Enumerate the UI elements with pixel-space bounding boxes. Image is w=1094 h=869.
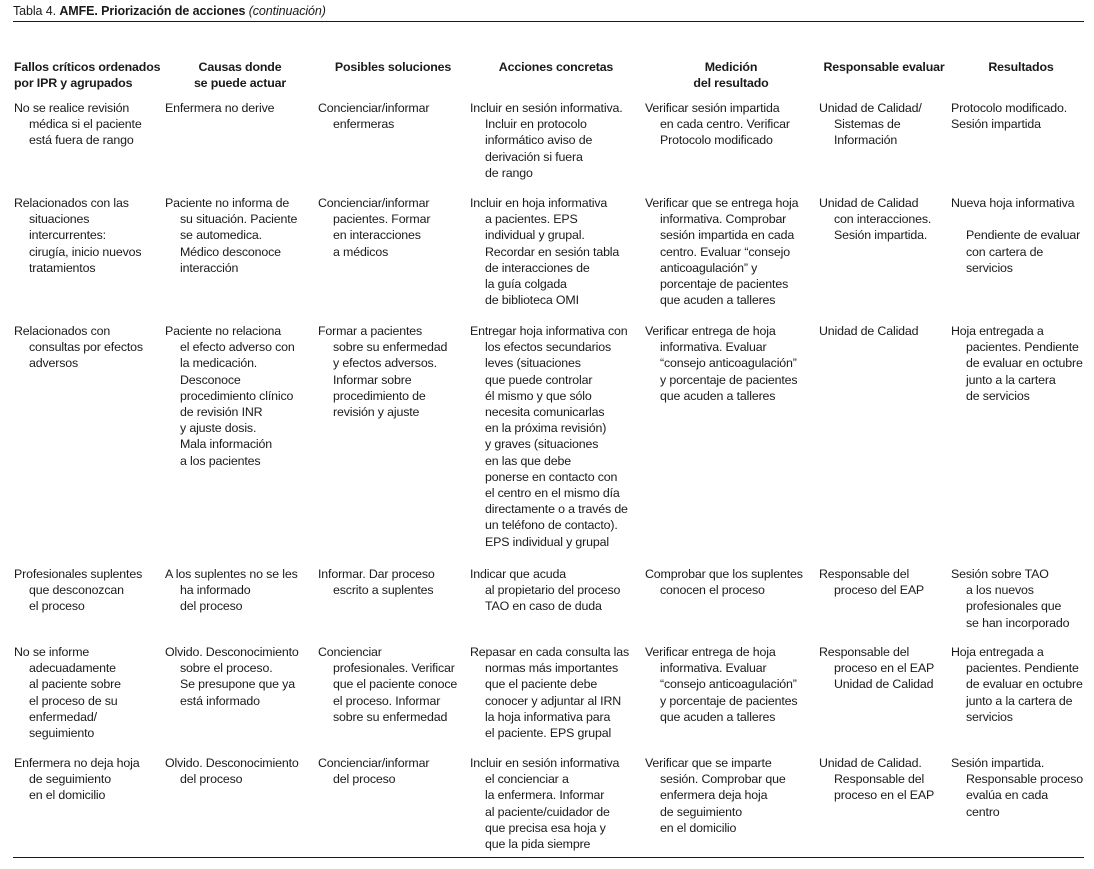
cell-line: conocen el proceso [660,583,765,598]
table-cell [318,100,468,132]
table-cell [165,755,315,787]
cell-line: y porcentaje de pacientes [660,693,798,708]
cell-line: directamente o a través de [485,502,628,517]
cell-line: Verificar sesión impartida [645,101,780,115]
cell-line: y graves (situaciones [485,437,599,452]
cell-line: el proceso. Informar [333,693,441,708]
cell-line: Verificar que se imparte [645,756,772,770]
cell-line: escrito a suplentes [333,583,434,598]
column-header [819,59,949,75]
cell-line: que desconozcan [29,583,124,598]
cell-line: enfermedad/ [29,709,97,724]
cell-line: en interacciones [333,228,421,243]
cell-line: médica si el paciente [29,117,142,132]
cell-line: el paciente. EPS grupal [485,726,612,741]
cell-line: No se informe [14,645,90,659]
cell-line: del proceso [180,599,243,614]
cell-line: de servicios [966,388,1030,403]
table-cell [14,195,164,276]
table-cell [819,195,949,244]
column-header [645,59,817,91]
cell-line: pacientes. Pendiente [966,661,1079,676]
cell-line: sobre su enfermedad [333,709,448,724]
cell-line: “consejo anticoagulación” [660,677,797,692]
cell-line: Unidad de Calidad. [819,756,922,770]
cell-line: Hoja entregada a [951,324,1044,338]
cell-line: el proceso [29,599,85,614]
cell-line: Incluir en hoja informativa [470,196,608,210]
cell-line: Responsable del [834,772,925,787]
table-cell [165,195,315,276]
cell-line: porcentaje de pacientes [660,277,789,292]
column-header-line: Responsable evaluar [823,60,945,74]
cell-line: Nueva hoja informativa [951,196,1075,210]
cell-line: seguimiento [29,726,95,741]
cell-line: consultas por efectos [29,340,143,355]
cell-line: al propietario del proceso [485,583,621,598]
table-cell [645,100,817,149]
cell-line: pacientes. Formar [333,212,431,227]
column-header [14,59,164,91]
cell-line: de biblioteca OMI [485,293,579,308]
cell-line: Unidad de Calidad/ [819,101,922,115]
cell-line: Repasar en cada consulta las [470,645,630,659]
cell-line: centro. Evaluar “consejo [660,244,791,259]
cell-line: ponerse en contacto con [485,469,618,484]
cell-line: anticoagulación” y [660,260,758,275]
table-cell [318,566,468,598]
cell-line: en el domicilio [660,820,737,835]
cell-line: necesita comunicarlas [485,405,605,420]
column-header-line: Fallos críticos ordenados [14,60,161,74]
cell-line: el proceso de su [29,693,118,708]
cell-line: EPS individual y grupal [485,534,609,549]
cell-line: procedimiento de [333,388,426,403]
table-cell [470,644,642,741]
cell-line: Desconoce [180,372,241,387]
column-header [318,59,468,75]
cell-line: Hoja entregada a [951,645,1044,659]
cell-line: Incluir en protocolo [485,117,587,132]
column-header-line: por IPR y agrupados [14,76,133,90]
cell-line: de evaluar en octubre [966,677,1083,692]
cell-line: individual y grupal. [485,228,585,243]
cell-line: normas más importantes [485,661,619,676]
top-rule [13,21,1084,22]
cell-line: Pendiente de evaluar [966,228,1081,243]
cell-line: él mismo y que sólo [485,388,592,403]
cell-line: se han incorporado [966,615,1070,630]
cell-line: Sesión sobre TAO [951,567,1049,581]
cell-line: servicios [966,709,1013,724]
cell-line: que la pida siempre [485,837,591,852]
column-header-line: Causas donde [198,60,282,74]
cell-line: en la próxima revisión) [485,421,607,436]
cell-line: con cartera de [966,244,1044,259]
table-cell [819,100,949,149]
cell-line: Protocolo modificado. [951,101,1068,115]
cell-line: la enfermera. Informar [485,788,605,803]
cell-line: Profesionales suplentes [14,567,143,581]
cell-line: profesionales. Verificar [333,661,455,676]
column-header [470,59,642,75]
cell-line: con interacciones. [834,212,932,227]
cell-line: de seguimiento [660,804,742,819]
cell-line: al paciente sobre [29,677,121,692]
cell-line: situaciones [29,212,90,227]
cell-line: a pacientes. EPS [485,212,578,227]
table-cell [14,566,164,615]
cell-line: a los nuevos [966,583,1034,598]
table-cell [819,755,949,804]
cell-line: en el domicilio [29,788,106,803]
table-cell [14,100,164,149]
table-cell [165,644,315,709]
table-cell [645,755,817,836]
cell-line: y ajuste dosis. [180,421,257,436]
table-cell [819,566,949,598]
cell-line: que acuden a talleres [660,709,776,724]
cell-line: al paciente/cuidador de [485,804,610,819]
cell-line: proceso en el EAP [834,788,935,803]
column-header [951,59,1091,75]
cell-line: procedimiento clínico [180,388,294,403]
caption-title: AMFE. Priorización de acciones [59,4,246,18]
cell-line: Sesión impartida [951,117,1041,132]
table-cell [318,644,468,725]
cell-line: Responsable proceso [966,772,1084,787]
table-caption [13,4,326,18]
cell-line: está informado [180,693,260,708]
cell-line: centro [966,804,1000,819]
cell-line: interacción [180,260,239,275]
table-cell [318,195,468,260]
cell-line: informático aviso de [485,133,593,148]
table-cell [645,644,817,725]
cell-line: Concienciar/informar [318,101,430,115]
caption-prefix: Tabla 4. [13,4,56,18]
table-cell [645,195,817,308]
cell-line: Incluir en sesión informativa. [470,101,623,115]
cell-line: que el paciente debe [485,677,598,692]
table-cell [165,100,315,116]
table-cell [819,644,949,693]
cell-line: enfermera deja hoja [660,788,768,803]
cell-line: Unidad de Calidad [819,196,919,210]
cell-line: Comprobar que los suplentes [645,567,803,581]
cell-line: Se presupone que ya [180,677,295,692]
cell-line: un teléfono de contacto). [485,518,618,533]
cell-line: del proceso [333,772,396,787]
cell-line: Verificar entrega de hoja [645,645,776,659]
table-cell [470,100,642,181]
cell-line: Enfermera no derive [165,101,275,115]
cell-line: Concienciar/informar [318,756,430,770]
cell-line: de evaluar en octubre [966,356,1083,371]
cell-line: Sistemas de [834,117,901,132]
table-cell [470,323,642,550]
cell-line: “consejo anticoagulación” [660,356,797,371]
bottom-rule [13,857,1084,858]
cell-line: Mala información [180,437,272,452]
cell-line: enfermeras [333,117,395,132]
cell-line: A los suplentes no se les [165,567,298,581]
cell-line: Unidad de Calidad [834,677,934,692]
table-cell [819,323,949,339]
table-cell [318,755,468,787]
cell-line: Protocolo modificado [660,133,773,148]
cell-line: conocer y adjuntar al IRN [485,693,622,708]
cell-line: de interacciones de [485,260,590,275]
cell-line: pacientes. Pendiente [966,340,1079,355]
column-header-line: Acciones concretas [498,60,614,74]
cell-line: informativa. Comprobar [660,212,787,227]
cell-line: Sesión impartida. [951,756,1045,770]
table-cell [645,323,817,404]
table-cell [14,755,164,804]
cell-line: se automedica. [180,228,262,243]
cell-line: Médico desconoce [180,244,281,259]
cell-line: Responsable del [819,645,910,659]
column-header-line: Medición [704,60,758,74]
cell-line: de seguimiento [29,772,111,787]
cell-line: los efectos secundarios [485,340,612,355]
cell-line: cirugía, inicio nuevos [29,244,142,259]
cell-line: Paciente no relaciona [165,324,282,338]
cell-line: Concienciar [318,645,382,659]
cell-gap [951,211,1091,227]
cell-line: proceso en el EAP [834,661,935,676]
cell-line: está fuera de rango [29,133,134,148]
table-cell [165,323,315,469]
cell-line: adversos [29,356,79,371]
caption-suffix: (continuación) [248,4,326,18]
cell-line: Responsable del [819,567,910,581]
cell-line: Unidad de Calidad [819,324,919,338]
column-header [165,59,315,91]
table-cell [645,566,817,598]
cell-line: evalúa en cada [966,788,1048,803]
table-cell [951,195,1091,276]
cell-line: sesión. Comprobar que [660,772,786,787]
cell-line: de revisión INR [180,405,263,420]
cell-line: Entregar hoja informativa con [470,324,628,338]
cell-line: el efecto adverso con [180,340,295,355]
cell-line: Olvido. Desconocimiento [165,645,299,659]
cell-line: sobre su enfermedad [333,340,448,355]
cell-line: profesionales que [966,599,1062,614]
cell-line: junto a la cartera de [966,693,1073,708]
table-cell [470,195,642,308]
cell-line: que puede controlar [485,372,593,387]
cell-line: su situación. Paciente [180,212,298,227]
table-cell [14,644,164,741]
table-cell [951,100,1091,132]
cell-line: adecuadamente [29,661,116,676]
cell-line: Sesión impartida. [834,228,928,243]
cell-line: de rango [485,165,533,180]
cell-line: Olvido. Desconocimiento [165,756,299,770]
column-header-line: del resultado [693,76,769,90]
cell-line: a los pacientes [180,453,261,468]
cell-line: Recordar en sesión tabla [485,244,620,259]
cell-line: revisión y ajuste [333,405,420,420]
cell-line: que precisa esa hoja y [485,820,606,835]
cell-line: Relacionados con las [14,196,129,210]
cell-line: el centro en el mismo día [485,486,620,501]
table-cell [951,755,1091,820]
cell-line: que acuden a talleres [660,388,776,403]
column-header-line: Resultados [988,60,1054,74]
table-cell [318,323,468,420]
cell-line: Información [834,133,898,148]
cell-line: Relacionados con [14,324,111,338]
cell-line: Incluir en sesión informativa [470,756,620,770]
cell-line: intercurrentes: [29,228,106,243]
cell-line: Concienciar/informar [318,196,430,210]
cell-line: Paciente no informa de [165,196,290,210]
cell-line: Verificar que se entrega hoja [645,196,799,210]
cell-line: Informar sobre [333,372,412,387]
table-cell [165,566,315,615]
cell-line: informativa. Evaluar [660,340,767,355]
cell-line: informativa. Evaluar [660,661,767,676]
cell-line: la guía colgada [485,277,567,292]
cell-line: No se realice revisión [14,101,130,115]
column-header-line: Posibles soluciones [334,60,452,74]
cell-line: ha informado [180,583,251,598]
cell-line: Verificar entrega de hoja [645,324,776,338]
table-cell [470,755,642,852]
table-cell [951,323,1091,404]
cell-line: Formar a pacientes [318,324,423,338]
cell-line: derivación si fuera [485,149,583,164]
cell-line: tratamientos [29,260,96,275]
cell-line: sesión impartida en cada [660,228,795,243]
cell-line: Enfermera no deja hoja [14,756,140,770]
cell-line: en cada centro. Verificar [660,117,790,132]
cell-line: en las que debe [485,453,571,468]
cell-line: la hoja informativa para [485,709,611,724]
cell-line: que el paciente conoce [333,677,458,692]
cell-line: sobre el proceso. [180,661,273,676]
table-cell [14,323,164,372]
table-cell [470,566,642,615]
cell-line: del proceso [180,772,243,787]
cell-line: proceso del EAP [834,583,925,598]
column-header-line: se puede actuar [193,76,287,90]
cell-line: y efectos adversos. [333,356,437,371]
cell-line: junto a la cartera [966,372,1056,387]
cell-line: servicios [966,260,1013,275]
table-cell [951,644,1091,725]
cell-line: leves (situaciones [485,356,581,371]
cell-line: a médicos [333,244,389,259]
cell-line: la medicación. [180,356,258,371]
cell-line: que acuden a talleres [660,293,776,308]
cell-line: Informar. Dar proceso [318,567,435,581]
cell-line: el concienciar a [485,772,569,787]
cell-line: y porcentaje de pacientes [660,372,798,387]
table-cell [951,566,1091,631]
cell-line: TAO en caso de duda [485,599,602,614]
cell-line: Indicar que acuda [470,567,566,581]
